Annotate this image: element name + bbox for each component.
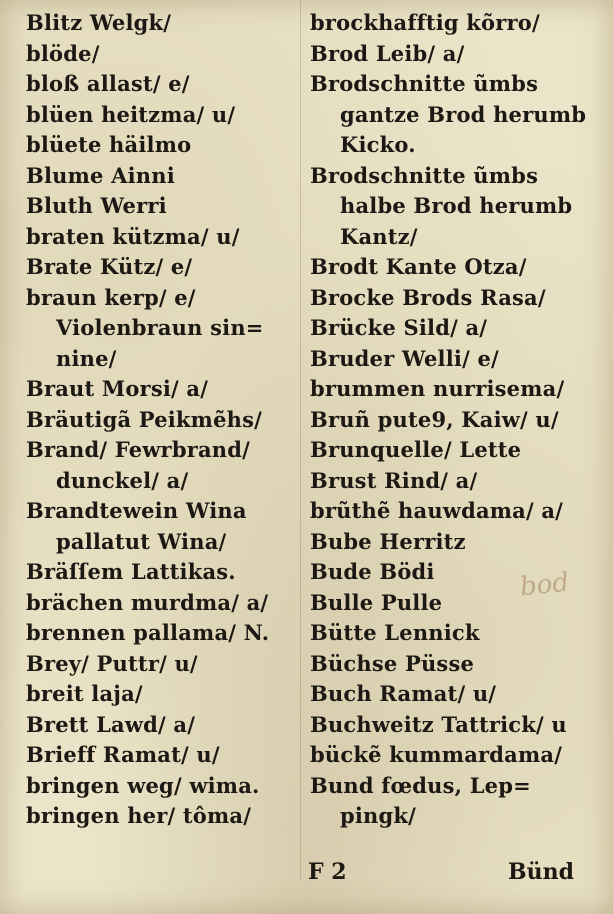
dictionary-entry-line: Kantz/ [340,223,418,249]
dictionary-entry-line: blüen heitzma/ u/ [26,101,236,127]
column-gutter [300,0,301,880]
pencil-annotation: bod [518,567,571,603]
dictionary-entry-line: Brett Lawd/ a/ [26,711,196,737]
left-column [26,8,298,832]
dictionary-entry-line: blöde/ [26,40,100,66]
dictionary-entry-line: Brust Rind/ a/ [310,467,478,493]
dictionary-entry-line: Brieff Ramat/ u/ [26,742,220,767]
dictionary-entry-line: Bräſſem Lattikas. [26,559,236,584]
dictionary-entry-line: bückẽ kummardama/ [310,742,563,767]
dictionary-entry-line: Brodschnitte ũmbs [310,71,539,96]
dictionary-entry-line: brũthẽ hauwdama/ a/ [310,498,564,523]
dictionary-entry-line: brächen murdma/ a/ [26,589,269,615]
dictionary-entry-line: Brunquelle/ Lette [310,437,522,462]
dictionary-entry-line: brummen nurrisema/ [310,376,565,401]
dictionary-entry-line: Bude Bödi [310,559,435,584]
dictionary-entry-line: Bütte Lennick [310,620,480,645]
dictionary-entry-line: bloß allast/ e/ [26,71,190,96]
dictionary-entry-line: Blitz Welgk/ [26,10,172,35]
dictionary-entry-line: Brodschnitte ũmbs [310,162,539,188]
dictionary-entry-line: Brey/ Puttr/ u/ [26,650,198,676]
catchword: Bünd [508,859,574,885]
dictionary-entry-line: breit laja/ [26,681,143,706]
dictionary-entry-line: bringen her/ tôma/ [26,803,252,828]
dictionary-entry-line: braun kerp/ e/ [26,284,196,310]
dictionary-entry-line: Brod Leib/ a/ [310,40,465,66]
signature-mark: F 2 [308,859,347,885]
dictionary-entry-line: Bulle Pulle [310,589,443,615]
dictionary-entry-line: dunckel/ a/ [56,467,189,493]
dictionary-entry-line: Brodt Kante Otza/ [310,254,527,279]
dictionary-entry-line: Bund fœdus, Lep= [310,772,531,798]
dictionary-entry-line: nine/ [56,345,117,371]
dictionary-entry-line: Violenbraun sin= [56,315,264,340]
dictionary-entry-line: brennen pallama/ N. [26,620,270,645]
dictionary-entry-line: Brocke Brods Rasa/ [310,284,546,310]
dictionary-entry-line: Braut Morsi/ a/ [26,376,209,401]
dictionary-entry-line: braten kützma/ u/ [26,223,240,249]
dictionary-entry-line: Kicko. [340,132,416,157]
dictionary-entry-line: Brand/ Fewrbrand/ [26,437,250,462]
dictionary-entry-line: Bube Herritz [310,528,466,554]
dictionary-entry-line: Brandtewein Wina [26,498,247,523]
dictionary-entry-line: Büchse Püsse [310,650,475,676]
dictionary-entry-line: pallatut Wina/ [56,528,227,554]
dictionary-entry-line: Brücke Sild/ a/ [310,315,488,340]
dictionary-entry-line: blüete häilmo [26,132,192,157]
dictionary-entry-line: Buchweitz Tattrick/ u [310,711,567,737]
dictionary-entry-line: brockhafftig kõrro/ [310,10,540,35]
dictionary-entry-line: Buch Ramat/ u/ [310,681,497,706]
dictionary-entry-line: Bruñ pute9, Kaiw/ u/ [310,406,559,432]
dictionary-entry-line: Blume Ainni [26,162,175,188]
dictionary-entry-line: Brate Kütz/ e/ [26,254,193,279]
dictionary-entry-line: pingk/ [340,803,417,828]
dictionary-entry-line: gantze Brod herumb [340,101,587,127]
dictionary-entry-line: Bräutigã Peikmẽhs/ [26,406,263,432]
dictionary-entry-line: bringen weg/ wima. [26,772,260,798]
dictionary-entry-line: halbe Brod herumb [340,193,573,218]
dictionary-entry-line: Bruder Welli/ e/ [310,345,499,371]
right-column [310,8,590,832]
dictionary-entry-line: Bluth Werri [26,193,167,218]
